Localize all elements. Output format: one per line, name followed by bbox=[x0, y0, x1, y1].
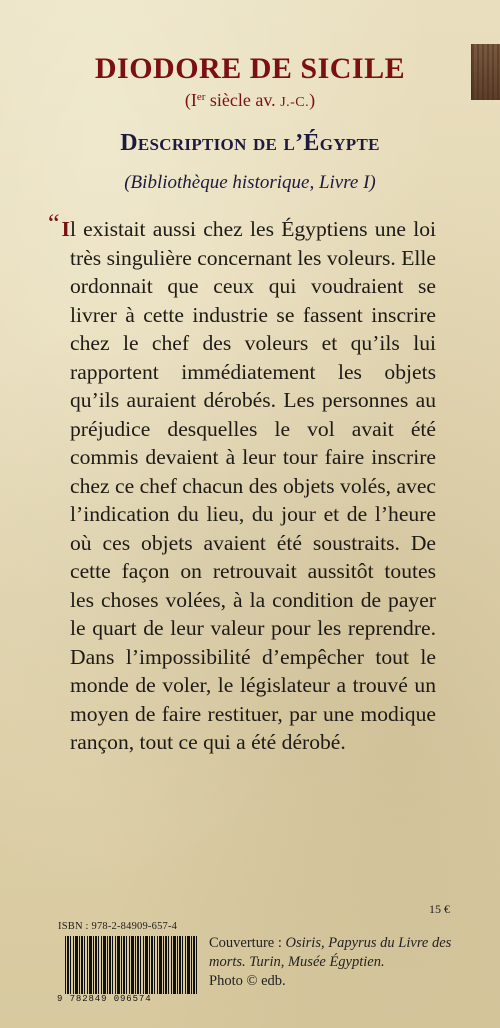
open-quote-mark: “ bbox=[48, 209, 60, 238]
quote-dropcap: I bbox=[61, 217, 70, 241]
author-century: (Ier siècle av. J.-C.) bbox=[184, 90, 316, 110]
author-name: DIODORE DE SICILE bbox=[94, 52, 406, 85]
cover-credits bbox=[209, 934, 459, 991]
barcode bbox=[57, 936, 197, 1008]
book-subtitle: (Bibliothèque historique, Livre I) bbox=[124, 172, 376, 193]
credits-photo: Photo © edb. bbox=[209, 973, 286, 989]
quote-passage bbox=[48, 209, 436, 757]
barcode-digits: 9 782849 096574 bbox=[57, 994, 152, 1004]
credits-work: Osiris, Papyrus du Livre des morts. Turin, Musée Égyptien. bbox=[209, 935, 452, 970]
isbn-label: ISBN : 978-2-84909-657-4 bbox=[58, 921, 178, 932]
credits-label: Couverture : bbox=[209, 935, 286, 951]
quote-text: l existait aussi chez les Égyptiens une loi très singulière concernant les voleurs. Elle ordonnait que ceux qui voudraient se livrer à cette industrie se fassent inscrire chez le chef des voleurs et qu’ils lui rapportent immédiatement les objets qu’ils auraient dérobés. Les personnes au préjudice desquelles le vol avait été commis devaient à leur tour faire inscrire chez ce chef chacun des objets volés, avec l’indication du lieu, du jour et de l’heure où ces objets avaient été soustraits. De cette façon on retrouvait aussitôt toutes les choses volées, à la condition de payer le quart de leur valeur pour les reprendre. Dans l’impossibilité d’empêcher tout le monde de voler, le législateur a trouvé un moyen de faire restituer, par une modique rançon, tout ce qui a été dérobé. bbox=[69, 217, 436, 754]
barcode-bars bbox=[65, 936, 197, 994]
book-title: Description de l’Égypte bbox=[120, 130, 380, 156]
price-label: 15 € bbox=[429, 902, 450, 916]
